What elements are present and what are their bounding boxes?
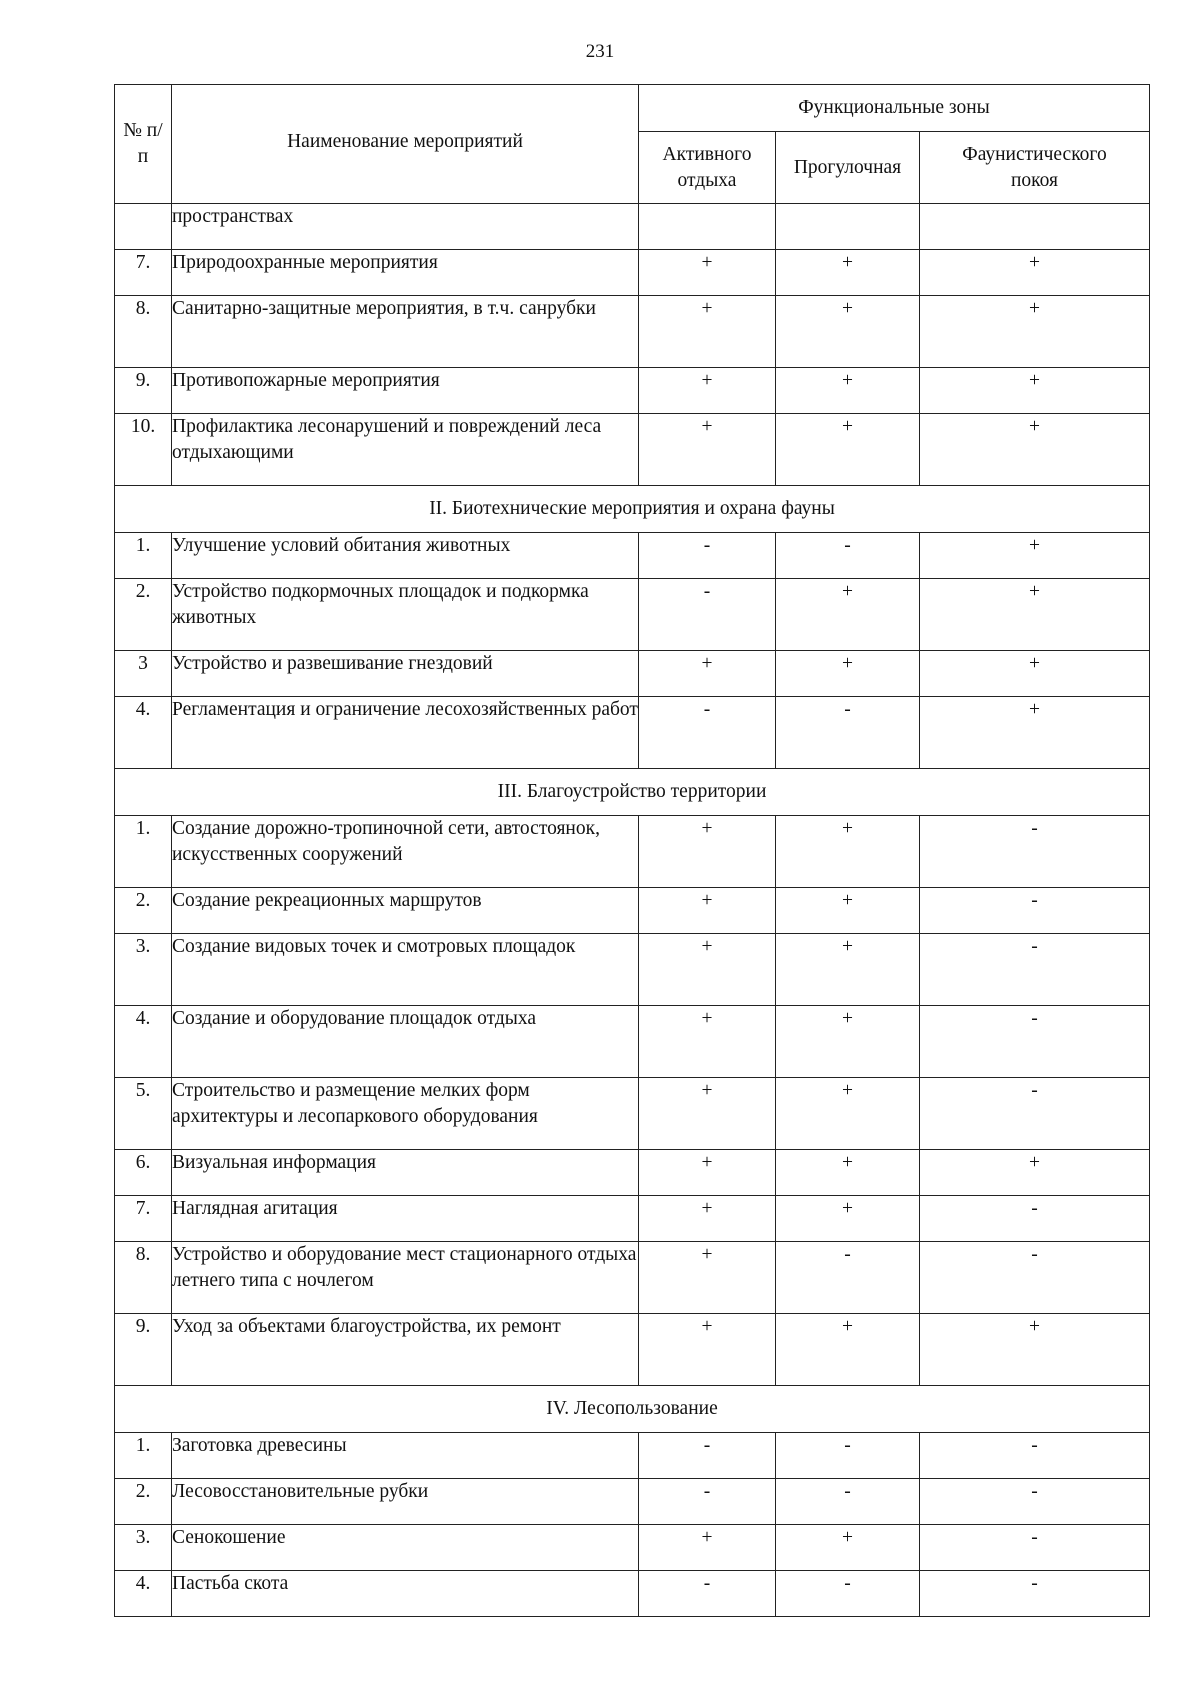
row-zone-walking: -	[776, 697, 920, 769]
row-zone-active: -	[639, 579, 776, 651]
row-zone-active: -	[639, 1571, 776, 1617]
row-number: 2.	[115, 888, 172, 934]
header-name-label: Наименование мероприятий	[287, 131, 523, 152]
row-zone-active: +	[639, 1525, 776, 1571]
row-number: 2.	[115, 1479, 172, 1525]
row-zone-fauna: -	[920, 816, 1150, 888]
row-zone-walking: -	[776, 1433, 920, 1479]
row-zone-walking: +	[776, 1314, 920, 1386]
table-row	[115, 651, 1150, 697]
row-zone-active: +	[639, 1196, 776, 1242]
row-zone-fauna: +	[920, 697, 1150, 769]
row-zone-active: +	[639, 414, 776, 486]
table-row	[115, 368, 1150, 414]
row-name: Профилактика лесонарушений и повреждений леса отдыхающими	[172, 414, 639, 486]
row-zone-active: +	[639, 1006, 776, 1078]
section-title: III. Благоустройство территории	[115, 769, 1150, 816]
row-zone-walking: -	[776, 1571, 920, 1617]
row-zone-active: +	[639, 934, 776, 1006]
header-num	[115, 85, 172, 204]
row-zone-fauna: -	[920, 1196, 1150, 1242]
row-number: 3.	[115, 934, 172, 1006]
row-number: 1.	[115, 816, 172, 888]
row-number: 7.	[115, 250, 172, 296]
row-name: Улучшение условий обитания животных	[172, 533, 639, 579]
row-zone-walking: -	[776, 1479, 920, 1525]
table-row	[115, 1006, 1150, 1078]
row-number: 10.	[115, 414, 172, 486]
table-row	[115, 816, 1150, 888]
row-number: 9.	[115, 368, 172, 414]
row-zone-fauna: -	[920, 1571, 1150, 1617]
row-name: Устройство подкормочных площадок и подкормка животных	[172, 579, 639, 651]
row-number: 3	[115, 651, 172, 697]
header-zone-walking-label: Прогулочная	[793, 156, 902, 178]
header-zone-walking	[776, 132, 920, 204]
row-name: Создание рекреационных маршрутов	[172, 888, 639, 934]
table-row	[115, 1242, 1150, 1314]
row-zone-active	[639, 204, 776, 250]
row-zone-active: +	[639, 1150, 776, 1196]
row-zone-active: +	[639, 368, 776, 414]
row-number: 7.	[115, 1196, 172, 1242]
row-zone-active: +	[639, 816, 776, 888]
row-zone-active: +	[639, 1314, 776, 1386]
row-name: Создание дорожно-тропиночной сети, автостоянок, искусственных сооружений	[172, 816, 639, 888]
table-header	[115, 85, 1150, 204]
row-zone-walking: +	[776, 816, 920, 888]
row-zone-walking: +	[776, 1150, 920, 1196]
row-zone-walking: +	[776, 414, 920, 486]
table-row	[115, 1314, 1150, 1386]
row-name: Визуальная информация	[172, 1150, 639, 1196]
row-zone-active: +	[639, 651, 776, 697]
row-number: 5.	[115, 1078, 172, 1150]
row-name: пространствах	[172, 204, 639, 250]
row-zone-walking: +	[776, 250, 920, 296]
row-zone-walking: +	[776, 1525, 920, 1571]
table-row	[115, 533, 1150, 579]
row-name: Лесовосстановительные рубки	[172, 1479, 639, 1525]
row-name: Уход за объектами благоустройства, их ремонт	[172, 1314, 639, 1386]
header-zone-fauna	[920, 132, 1150, 204]
section-row	[115, 486, 1150, 533]
row-zone-walking: +	[776, 888, 920, 934]
row-number: 4.	[115, 697, 172, 769]
row-zone-active: -	[639, 533, 776, 579]
row-zone-active: +	[639, 888, 776, 934]
table-body	[115, 204, 1150, 1617]
row-zone-fauna: -	[920, 888, 1150, 934]
row-zone-fauna: -	[920, 1525, 1150, 1571]
table-row	[115, 1078, 1150, 1150]
row-name: Природоохранные мероприятия	[172, 250, 639, 296]
table-row	[115, 1571, 1150, 1617]
table-row	[115, 697, 1150, 769]
table-row	[115, 888, 1150, 934]
row-number: 1.	[115, 533, 172, 579]
row-name: Санитарно-защитные мероприятия, в т.ч. санрубки	[172, 296, 639, 368]
page-number: 231	[585, 41, 615, 62]
row-zone-walking: -	[776, 1242, 920, 1314]
header-name	[172, 85, 639, 204]
row-zone-fauna: +	[920, 1150, 1150, 1196]
row-name: Пастьба скота	[172, 1571, 639, 1617]
table-row	[115, 250, 1150, 296]
row-number: 8.	[115, 1242, 172, 1314]
row-zone-fauna	[920, 204, 1150, 250]
row-zone-fauna: -	[920, 1006, 1150, 1078]
row-zone-active: +	[639, 1078, 776, 1150]
table-row	[115, 204, 1150, 250]
row-zone-fauna: +	[920, 414, 1150, 486]
table-row	[115, 934, 1150, 1006]
table-row	[115, 1433, 1150, 1479]
row-number: 8.	[115, 296, 172, 368]
row-name: Создание и оборудование площадок отдыха	[172, 1006, 639, 1078]
row-zone-active: +	[639, 1242, 776, 1314]
row-zone-active: -	[639, 697, 776, 769]
table-row	[115, 414, 1150, 486]
row-name: Наглядная агитация	[172, 1196, 639, 1242]
section-row	[115, 1386, 1150, 1433]
row-name: Строительство и размещение мелких форм архитектуры и лесопаркового оборудования	[172, 1078, 639, 1150]
row-number	[115, 204, 172, 250]
row-zone-active: +	[639, 250, 776, 296]
row-zone-fauna: +	[920, 296, 1150, 368]
row-zone-walking: +	[776, 651, 920, 697]
row-name: Заготовка древесины	[172, 1433, 639, 1479]
row-zone-fauna: -	[920, 1433, 1150, 1479]
row-zone-active: -	[639, 1479, 776, 1525]
row-number: 6.	[115, 1150, 172, 1196]
row-zone-walking: +	[776, 368, 920, 414]
row-name: Устройство и развешивание гнездовий	[172, 651, 639, 697]
row-zone-fauna: +	[920, 533, 1150, 579]
row-zone-walking: +	[776, 1196, 920, 1242]
row-zone-walking: -	[776, 533, 920, 579]
row-name: Устройство и оборудование мест стационарного отдыха летнего типа с ночлегом	[172, 1242, 639, 1314]
header-zones	[639, 85, 1150, 132]
row-zone-fauna: -	[920, 1242, 1150, 1314]
header-zones-label: Функциональные зоны	[798, 97, 990, 118]
row-zone-fauna: +	[920, 1314, 1150, 1386]
row-zone-fauna: +	[920, 368, 1150, 414]
row-number: 3.	[115, 1525, 172, 1571]
row-name: Противопожарные мероприятия	[172, 368, 639, 414]
row-zone-walking: +	[776, 296, 920, 368]
header-num-label: № п/п	[123, 120, 163, 167]
section-title: IV. Лесопользование	[115, 1386, 1150, 1433]
row-name: Создание видовых точек и смотровых площадок	[172, 934, 639, 1006]
row-name: Сенокошение	[172, 1525, 639, 1571]
row-number: 1.	[115, 1433, 172, 1479]
table-row	[115, 1525, 1150, 1571]
section-row	[115, 769, 1150, 816]
row-zone-fauna: +	[920, 250, 1150, 296]
row-zone-walking	[776, 204, 920, 250]
row-zone-fauna: -	[920, 1078, 1150, 1150]
row-zone-walking: +	[776, 579, 920, 651]
table-row	[115, 1196, 1150, 1242]
row-name: Регламентация и ограничение лесохозяйственных работ	[172, 697, 639, 769]
row-zone-fauna: +	[920, 579, 1150, 651]
row-zone-fauna: -	[920, 1479, 1150, 1525]
header-zone-active	[639, 132, 776, 204]
table-row	[115, 1479, 1150, 1525]
table-row	[115, 296, 1150, 368]
header-zone-fauna-label: Фаунистического покоя	[962, 143, 1107, 191]
row-number: 4.	[115, 1571, 172, 1617]
table-row	[115, 579, 1150, 651]
header-zone-active-label: Активного отдыха	[662, 143, 752, 191]
activities-table	[114, 84, 1150, 1617]
row-zone-walking: +	[776, 934, 920, 1006]
row-number: 9.	[115, 1314, 172, 1386]
row-number: 2.	[115, 579, 172, 651]
row-zone-fauna: -	[920, 934, 1150, 1006]
section-title: II. Биотехнические мероприятия и охрана фауны	[115, 486, 1150, 533]
row-zone-active: +	[639, 296, 776, 368]
row-zone-fauna: +	[920, 651, 1150, 697]
row-zone-active: -	[639, 1433, 776, 1479]
row-number: 4.	[115, 1006, 172, 1078]
row-zone-walking: +	[776, 1006, 920, 1078]
table-row	[115, 1150, 1150, 1196]
row-zone-walking: +	[776, 1078, 920, 1150]
